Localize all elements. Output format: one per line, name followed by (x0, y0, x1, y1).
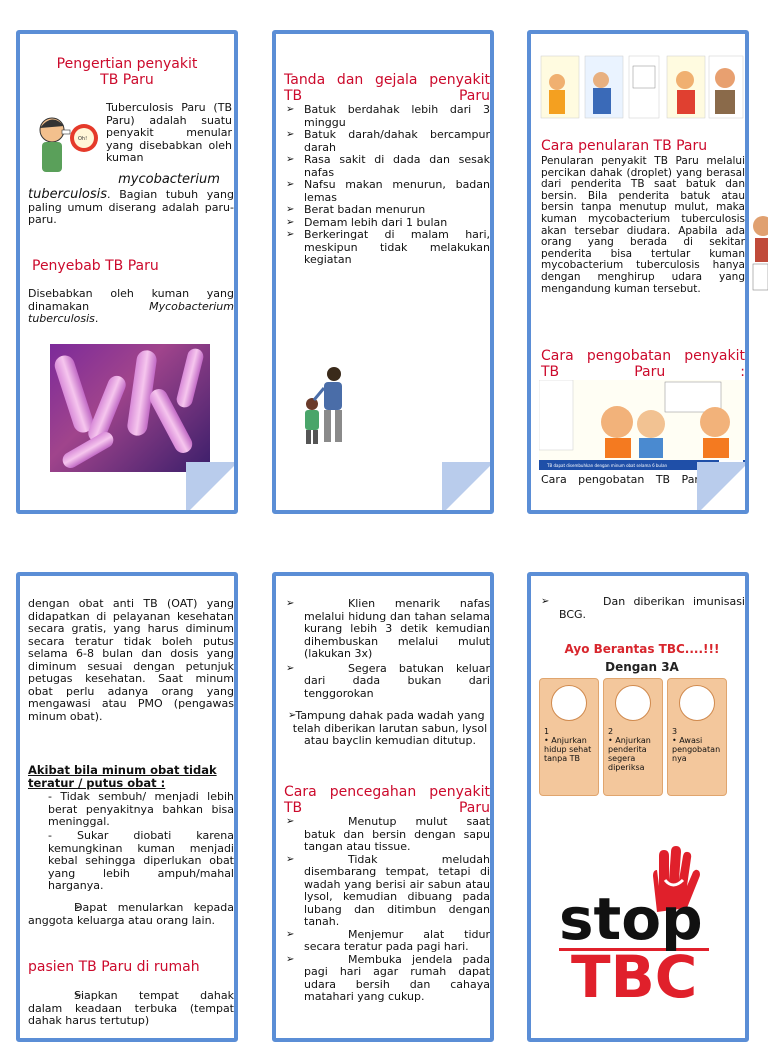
bacteria-image (50, 344, 210, 472)
cough-steps-list (286, 598, 490, 700)
nhs-badge: NHS (722, 462, 739, 470)
cause-species: Mycobacterium tuberculosis (28, 299, 234, 325)
bacteria-rod (52, 353, 96, 435)
panel-transmission (527, 30, 749, 514)
bacteria-rod (175, 347, 205, 409)
family-illustration (294, 364, 364, 448)
prevention-item: ➢ Menjemur alat tidur secara teratur pada pagi hari. (286, 929, 490, 954)
symptoms-list (286, 104, 490, 267)
cough-step (286, 663, 490, 701)
poster-subtitle: Dengan 3A (605, 660, 679, 674)
treatment-continued-text: dengan obat anti TB (OAT) yang didapatkan di pelayanan kesehatan secara gratis, yang harus diminum secara teratur tidak boleh putus selama 6-8 bulan dan dosis yang diminum sesuai dengan petunjuk petugas kesehatan. Saat minum obat perlu adanya orang yang mengawasi atau PMO (pengawas minum obat). (28, 597, 234, 723)
home-care-title: pasien TB Paru di rumah (28, 959, 200, 975)
treatment-title: Cara pengobatan penyakit TB Paru : (541, 348, 745, 380)
cough-step (286, 598, 490, 661)
treatment-text: Cara pengobatan TB Paru yaitu (541, 473, 745, 486)
panel-definition (16, 30, 238, 514)
panel-symptoms (272, 30, 494, 514)
card-text: • Awasi pengobatan nya (672, 736, 721, 763)
prevention-item: ➢ Membuka jendela pada pagi hari agar rumah dapat udara bersih dan cahaya matahari yang cukup. (286, 954, 490, 1004)
sputum-step (288, 709, 488, 748)
tree-icon (551, 685, 587, 721)
cough-step-text: Segera batukan keluar dari dada bukan dari tenggorokan (304, 661, 490, 700)
panel-treatment-continued (16, 572, 238, 1042)
card-number: 3 (672, 727, 678, 736)
page-curl (697, 462, 749, 514)
coughing-person-illustration (30, 108, 102, 180)
poster-title: Ayo Berantas TBC....!!! (564, 642, 720, 656)
symptom-item: ➢ Batuk berdahak lebih dari 3 minggu (286, 104, 490, 129)
panel-cough-and-prevention (272, 572, 494, 1042)
cause-title: Penyebab TB Paru (32, 258, 159, 274)
prevention-item: ➢ Menutup mulut saat batuk dan bersin dengan sapu tangan atau tissue. (286, 816, 490, 854)
svg-text:Oh!: Oh! (78, 136, 88, 142)
symptoms-title: Tanda dan gejala penyakit TB Paru (284, 72, 490, 104)
prevention-list (286, 816, 490, 1004)
page-curl (442, 462, 494, 514)
tbc-word: TBC (571, 943, 698, 1011)
transmission-text: Penularan penyakit TB Paru melalui percikan dahak (droplet) yang berasal dari penderita TB saat batuk dan bersin. Bila penderita batuk atau bersin tanpa menutup mulut, maka kuman mycobacterium tuberculosis akan tersebar diudara. Apabila ada orang yang berada di sekitar penderita bisa tertular kuman mycobacterium tuberculosis hanya dengan menghirup udara yang mengandung kuman tersebut. (541, 155, 745, 295)
consequence-item: - Sukar diobati karena kemungkinan kuman menjadi kebal sehingga diperlukan obat yang lebih ampuh/mahal harganya. (48, 829, 234, 892)
poster-card-2 (603, 678, 663, 796)
cause-text-main: Disebabkan oleh kuman yang dinamakan (28, 287, 234, 313)
sputum-step-text: Tampung dahak pada wadah yang telah diberikan larutan sabun, lysol atau bayclin kemudian ditutup. (292, 709, 488, 747)
symptom-item: ➢ Berat badan menurun (286, 204, 490, 217)
svg-text:TB dapat disembuhkan dengan mi: TB dapat disembuhkan dengan minum obat selama 6 bulan (547, 463, 668, 468)
definition-body-part: . Bagian tubuh yang paling umum diserang adalah paru-paru. (28, 188, 234, 226)
poster-card-3 (667, 678, 727, 796)
symptom-item: ➢ Batuk darah/dahak bercampur darah (286, 129, 490, 154)
doctor-icon (615, 685, 651, 721)
cause-text (28, 288, 234, 326)
poster-card-1 (539, 678, 599, 796)
consequence-arrow-list (28, 902, 234, 927)
tbc-label (571, 943, 698, 1011)
treatment-comic-illustration (539, 380, 745, 470)
definition-text: Tuberculosis Paru (TB Paru) adalah suatu penyakit menular yang disebabkan oleh kuman (106, 101, 232, 164)
definition-species: mycobacterium (118, 172, 220, 187)
definition-title-line2: TB Paru (100, 72, 154, 88)
panel-stop-tbc (527, 572, 749, 1042)
card-text: • Anjurkan hidup sehat tanpa TB (544, 736, 592, 763)
stop-tbc-logo (553, 846, 705, 1011)
definition-continued (28, 189, 234, 227)
cause-text-end: . (94, 312, 99, 325)
species-name: tuberculosis (28, 187, 108, 202)
symptom-item: ➢ Berkeringat di malam hari, meskipun tidak melakukan kegiatan (286, 229, 490, 267)
consequence-item: - Tidak sembuh/ menjadi lebih berat penyakitnya bahkan bisa meninggal. (48, 790, 234, 828)
cough-step-text: Klien menarik nafas melalui hidung dan tahan selama kurang lebih 3 detik kemudian dihembuskan melalui mulut (lakukan 3x) (304, 597, 490, 660)
stop-word: stop (559, 885, 703, 953)
consequence-item: ➢ Dapat menularkan kepada anggota keluarga atau orang lain. (28, 902, 234, 927)
edge-figure-illustration (749, 212, 768, 292)
stop-label (559, 885, 709, 953)
symptom-item: ➢ Demam lebih dari 1 bulan (286, 217, 490, 230)
home-care-list (28, 990, 234, 1028)
prevention-title: Cara pencegahan penyakit TB Paru (284, 784, 490, 816)
symptom-item: ➢ Nafsu makan menurun, badan lemas (286, 179, 490, 204)
page-curl (186, 462, 238, 514)
immunization-list (541, 596, 745, 621)
transmission-comic-illustration (539, 52, 745, 124)
prevention-item: ➢ Tidak meludah disembarang tempat, tetapi di wadah yang berisi air sabun atau lysol, kemudian dibuang pada lubang dan ditimbun dengan tanah. (286, 854, 490, 929)
card-number: 2 (608, 727, 614, 736)
home-care-item: ➢ Siapkan tempat dahak dalam keadaan terbuka (tempat dahak harus tertutup) (28, 990, 234, 1028)
transmission-title: Cara penularan TB Paru (541, 138, 708, 154)
card-text: • Anjurkan penderita segera diperiksa (608, 736, 651, 772)
patient-icon (679, 685, 715, 721)
card-number: 1 (544, 727, 550, 736)
definition-title-line1: Pengertian penyakit (56, 56, 198, 72)
consequence-title: Akibat bila minum obat tidak teratur / putus obat : (28, 763, 217, 790)
immunization-item: ➢ Dan diberikan imunisasi BCG. (541, 596, 745, 621)
symptom-item: ➢ Rasa sakit di dada dan sesak nafas (286, 154, 490, 179)
arrow-bullet-icon: ➢ (288, 710, 297, 721)
